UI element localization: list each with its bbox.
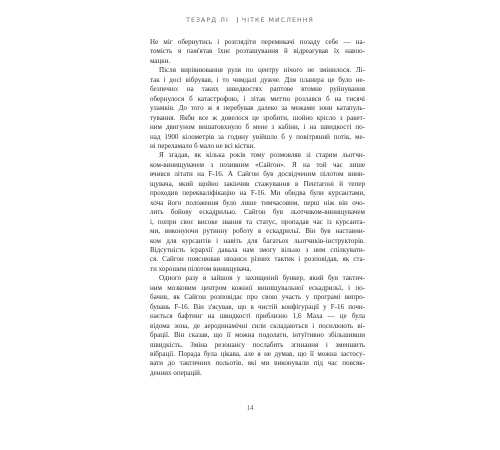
text-line: лить бойову ескадрилью. Сайгон був льотчиком-винищувачем: [150, 208, 365, 217]
text-line: нається бафтинг на швидкості приблизно 1,6 Маха — це була: [150, 312, 365, 321]
text-line: денних операцій.: [150, 368, 202, 377]
text-line: ним двигуном вишатовхнуло б мене з кабіни, і на швидкості по-: [150, 123, 365, 132]
text-line: вчився літати на F-16. А Сайгон був досвідченим пілотом вини-: [150, 170, 365, 179]
paragraph-2: [150, 66, 365, 151]
text-line: ним мозковим центром кожної винищувальної ескадрильї, і по-: [150, 283, 365, 292]
text-line: обернулося б катастрофою, і літак миттю розлався б на тисячі: [150, 94, 365, 103]
text-line: уламків. До того ж я перебував далеко за межами зони катапуль-: [150, 104, 365, 113]
text-line: так і досі вібрував, і то чимдалі дужче. Для планера це було не-: [150, 75, 365, 84]
text-line: ні переламало б мало не всі кістки.: [150, 141, 256, 150]
header-separator: [237, 17, 238, 23]
paragraph-1: [150, 38, 365, 66]
text-line: Я згадав, як кілька років тому розмовляв зі старим льотчи-: [159, 151, 365, 160]
text-line: швидкість. Зміна резонансу послабить згинання і зменшить: [150, 340, 365, 349]
text-line: ком-винищувачем з позивним «Сайгон». Я на той час лише: [150, 160, 365, 169]
text-line: томість я пам'ятав їхнє розташування й відреагував їх навпо-: [150, 47, 365, 56]
text-line: Одного разу я зайшов у захищений бункер, який був тактич-: [159, 274, 365, 283]
text-line: Після вирівнювання руля по центру нічого не змінилося. Лі-: [159, 66, 365, 75]
text-line: і, попри своє високе звання та статус, пропадав час із курсанта-: [150, 217, 365, 226]
text-line: Відсутність ієрархії давала нам змогу вільно з ним спілкувати-: [150, 245, 365, 254]
text-line: ком для курсантів і навіть для багатьох льотчиків-інструкторів.: [150, 236, 365, 245]
paragraph-3: [150, 151, 365, 274]
text-line: ми, виконуючи рутинну роботу в ескадрильї. Він був наставни-: [150, 227, 365, 236]
page-number: 14: [246, 405, 254, 412]
running-header: [0, 17, 500, 24]
paragraph-4: [150, 274, 365, 378]
text-line: над 1900 кілометрів за годину увійшло б у повітряний потік, ме-: [150, 132, 365, 141]
text-line: бачив, як Сайгон розповідає про свою участь у програмі випро-: [150, 293, 365, 302]
text-line: безпечно: на таких швидкостях раптове втомне руйнування: [150, 85, 365, 94]
text-line: ти хорошим пілотом винищувача.: [150, 264, 252, 273]
text-line: бувань F-16. Він з'ясував, що в чистій конфігурації у F-16 почи-: [150, 302, 365, 311]
text-line: брації. Він сказав, що її можна подолати, інтуїтивно збільшивши: [150, 331, 365, 340]
text-line: Не міг обернутись і розглядіти перемикачі позаду себе — на-: [150, 38, 365, 46]
text-line: щувача, який щойно закінчив стажування в Пентагоні й тепер: [150, 179, 365, 188]
text-line: тування. Якби все ж довелося це зробити, шойно крісло з ракет-: [150, 113, 365, 122]
text-line: мацки.: [150, 56, 171, 65]
body-text: [150, 38, 365, 378]
text-line: ся. Сайгон пояснював нюанси різних тактик і розповідав, як ста-: [150, 255, 365, 264]
header-author: ТЕЗАРД ЛІ: [186, 17, 229, 24]
text-line: відома зона, де аеродинамічні сили складаються і посилюють ві-: [150, 321, 365, 330]
text-line: хоча його положення було лише тимчасовим, перш ніж він очо-: [150, 198, 365, 207]
text-line: вати до тактичних польотів, які ми виконували під час повсяк-: [150, 359, 365, 368]
text-line: проходив перекваліфікацію на F-16. Ми обидва були курсантами,: [150, 189, 365, 198]
header-title: ЧІТКЕ МИСЛЕННЯ: [241, 17, 314, 24]
text-line: вібрації. Порада була цікава, але я не думав, що її можна застосу-: [150, 349, 365, 358]
